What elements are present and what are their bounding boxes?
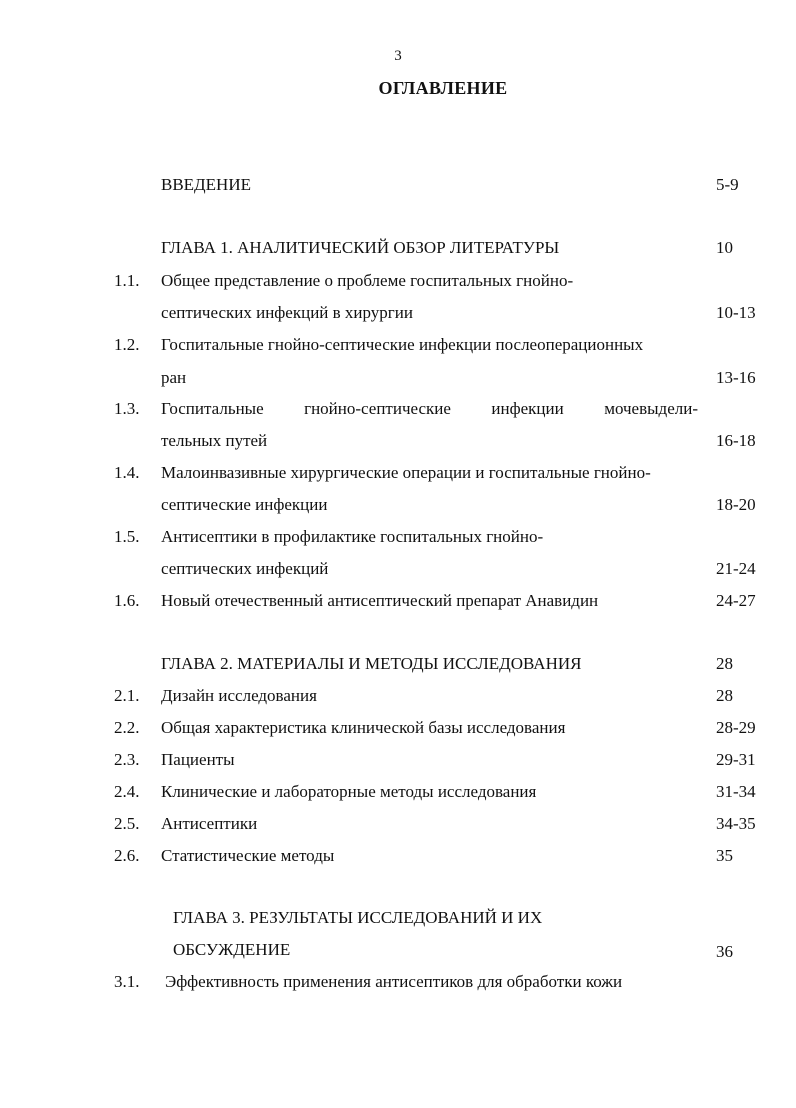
section-text-line1: Общее представление о проблеме госпитальных гнойно- <box>161 271 574 290</box>
section-text-line1: Госпитальные гнойно-септические инфекции мочевыдели- <box>161 399 698 418</box>
section-number: 1.1. <box>114 271 140 290</box>
section-number: 1.6. <box>114 591 140 610</box>
section-pages: 21-24 <box>716 559 756 578</box>
section-number: 1.2. <box>114 335 140 354</box>
section-number: 2.1. <box>114 686 140 705</box>
section-number: 1.4. <box>114 463 140 482</box>
section-text: Пациенты <box>161 750 235 769</box>
section-text: Статистические методы <box>161 846 335 865</box>
section-text-line1: Антисептики в профилактике госпитальных гнойно- <box>161 527 544 546</box>
section-text-line2: ран <box>161 368 187 387</box>
section-pages: 28 <box>716 686 733 705</box>
section-pages: 28-29 <box>716 718 756 737</box>
section-pages: 13-16 <box>716 368 756 387</box>
toc-entry-text: ВВЕДЕНИЕ <box>161 175 251 194</box>
chapter-pages: 36 <box>716 942 733 961</box>
section-text-line1: Малоинвазивные хирургические операции и госпитальные гнойно- <box>161 463 651 482</box>
section-number: 2.3. <box>114 750 140 769</box>
section-number: 2.5. <box>114 814 140 833</box>
section-pages: 35 <box>716 846 733 865</box>
section-text-line2: тельных путей <box>161 431 268 450</box>
section-text-line2: септические инфекции <box>161 495 328 514</box>
section-pages: 18-20 <box>716 495 756 514</box>
section-text-line2: септических инфекций в хирургии <box>161 303 413 322</box>
section-pages: 31-34 <box>716 782 756 801</box>
section-text: Клинические и лабораторные методы исследования <box>161 782 537 801</box>
section-pages: 16-18 <box>716 431 756 450</box>
section-text: Общая характеристика клинической базы исследования <box>161 718 566 737</box>
section-text: Дизайн исследования <box>161 686 317 705</box>
chapter-heading-line1: ГЛАВА 3. РЕЗУЛЬТАТЫ ИССЛЕДОВАНИЙ И ИХ <box>173 908 543 927</box>
section-number: 2.6. <box>114 846 140 865</box>
chapter-heading-line2: ОБСУЖДЕНИЕ <box>173 940 291 959</box>
section-number: 2.2. <box>114 718 140 737</box>
section-number: 3.1. <box>114 972 140 991</box>
page-number: 3 <box>394 48 402 64</box>
chapter-pages: 10 <box>716 238 733 257</box>
section-number: 2.4. <box>114 782 140 801</box>
chapter-heading: ГЛАВА 1. АНАЛИТИЧЕСКИЙ ОБЗОР ЛИТЕРАТУРЫ <box>161 238 560 257</box>
section-pages: 34-35 <box>716 814 756 833</box>
chapter-heading: ГЛАВА 2. МАТЕРИАЛЫ И МЕТОДЫ ИССЛЕДОВАНИЯ <box>161 654 582 673</box>
section-text-line1: Госпитальные гнойно-септические инфекции послеоперационных <box>161 335 644 354</box>
section-pages: 29-31 <box>716 750 756 769</box>
toc-entry-pages: 5-9 <box>716 175 739 194</box>
section-text: Эффективность применения антисептиков для обработки кожи <box>165 972 623 991</box>
section-pages: 10-13 <box>716 303 756 322</box>
section-pages: 24-27 <box>716 591 756 610</box>
section-text: Антисептики <box>161 814 258 833</box>
section-text-line2: септических инфекций <box>161 559 329 578</box>
chapter-pages: 28 <box>716 654 733 673</box>
section-number: 1.5. <box>114 527 140 546</box>
section-text-line1: Новый отечественный антисептический препарат Анавидин <box>161 591 599 610</box>
page-title: ОГЛАВЛЕНИЕ <box>378 78 508 98</box>
section-number: 1.3. <box>114 399 140 418</box>
